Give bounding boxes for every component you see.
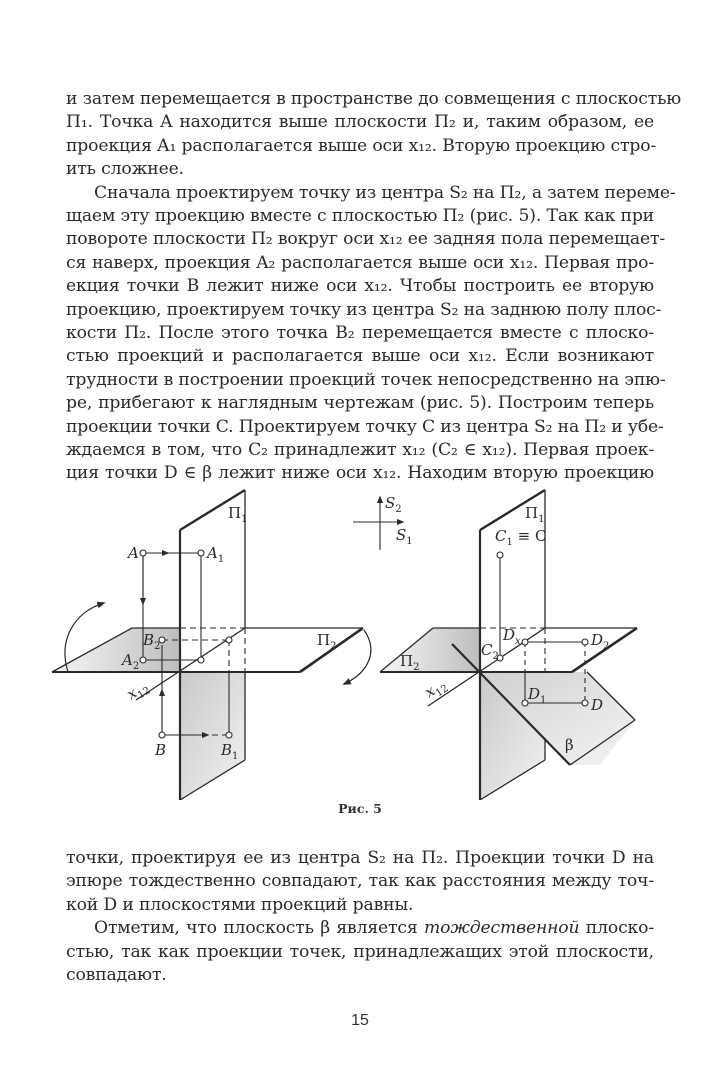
- paragraph-2: [66, 182, 676, 486]
- legend-labels: [385, 494, 413, 547]
- paragraph-3: [66, 847, 654, 917]
- text-line: и затем перемещается в пространстве до совмещения с плоскостью: [66, 89, 682, 109]
- text-line: проекции точки C. Проектируем точку C из центра S₂ на П₂ и убе-: [66, 416, 664, 437]
- figure-caption: Рис. 5: [338, 801, 382, 816]
- paragraph-1: [66, 88, 682, 182]
- text-line: ция точки D ∈ β лежит ниже оси x₁₂. Находим вторую проекцию: [66, 463, 654, 484]
- svg-text:B2: $B_2$: [143, 631, 161, 652]
- svg-text:П1: $П_1$: [228, 504, 248, 525]
- svg-text:C1 ≡ C: $C_1 \equiv C$: [495, 527, 547, 548]
- text-line: ждаемся в том, что C₂ принадлежит x₁₂ (C₂ ∈ x₁₂). Первая проек-: [66, 439, 654, 460]
- text-line: щаем эту проекцию вместе с плоскостью П₂ (рис. 5). Так как при: [66, 205, 654, 226]
- text-line: совпадают.: [66, 964, 167, 985]
- text-run: Отметим, что плоскость β является: [94, 918, 424, 939]
- text-line: ить сложнее.: [66, 159, 184, 180]
- paragraph-4: [66, 917, 654, 987]
- svg-text:β: β: [565, 736, 574, 754]
- text-line: кой D и плоскостями проекций равны.: [66, 894, 414, 915]
- svg-text:S2: $S_2$: [385, 494, 402, 515]
- svg-text:A: A: [128, 544, 139, 562]
- svg-text:D: D: [591, 696, 604, 714]
- text-line: стью, так как проекции точек, принадлежащих этой плоскости,: [66, 941, 654, 962]
- text-line: трудности в построении проекций точек непосредственно на эпю-: [66, 369, 666, 390]
- text-line: екция точки B лежит ниже оси x₁₂. Чтобы построить ее вторую: [66, 276, 654, 297]
- svg-text:П2: $П_2$: [317, 631, 337, 652]
- svg-text:Dx: $D_x$: [503, 626, 521, 647]
- text-line: эпюре тождественно совпадают, так как расстояния между точ-: [66, 871, 654, 892]
- svg-text:П2: $П_2$: [400, 652, 420, 673]
- svg-text:x12: $x_{12}$: [123, 683, 153, 704]
- svg-text:A2: $A_2$: [122, 651, 140, 672]
- svg-text:П1: $П_1$: [525, 504, 545, 525]
- svg-text:C2: $C_2$: [481, 641, 499, 662]
- text-line: кости П₂. После этого точка B₂ перемещается вместе с плоско-: [66, 322, 654, 343]
- svg-text:D2: $D_2$: [591, 631, 610, 652]
- emphasized-term: тождественной: [423, 918, 580, 939]
- svg-text:B: B: [155, 741, 167, 759]
- text-line: ся наверх, проекция A₂ располагается выше оси x₁₂. Первая про-: [66, 252, 654, 273]
- page-number: 15: [351, 1012, 369, 1029]
- text-line: ре, прибегают к наглядным чертежам (рис. 5). Построим теперь: [66, 393, 654, 414]
- text-line: повороте плоскости П₂ вокруг оси x₁₂ ее задняя пола перемещает-: [66, 229, 665, 250]
- text-line: проекцию, проектируем точку из центра S₂ на заднюю полу плос-: [66, 299, 662, 320]
- text-run: плоско-: [579, 918, 655, 939]
- text-line: проекция A₁ располагается выше оси x₁₂. Вторую проекцию стро-: [66, 135, 657, 156]
- svg-text:A1: $A_1$: [207, 544, 225, 565]
- svg-text:x12: $x_{12}$: [421, 681, 451, 702]
- text-line: [66, 917, 654, 940]
- figure-5: [0, 480, 720, 800]
- svg-text:D1: $D_1$: [528, 685, 547, 706]
- text-line: Сначала проектируем точку из центра S₂ на П₂, а затем переме-: [94, 182, 676, 203]
- text-line: П₁. Точка A находится выше плоскости П₂ и, таким образом, ее: [66, 112, 654, 133]
- text-line: стью проекций и располагается выше оси x₁₂. Если возникают: [66, 346, 654, 367]
- svg-text:B1: $B_1$: [221, 741, 239, 762]
- text-line: точки, проектируя ее из центра S₂ на П₂. Проекции точки D на: [66, 848, 654, 868]
- projection-diagram: [0, 480, 720, 800]
- svg-text:S1: $S_1$: [396, 526, 413, 547]
